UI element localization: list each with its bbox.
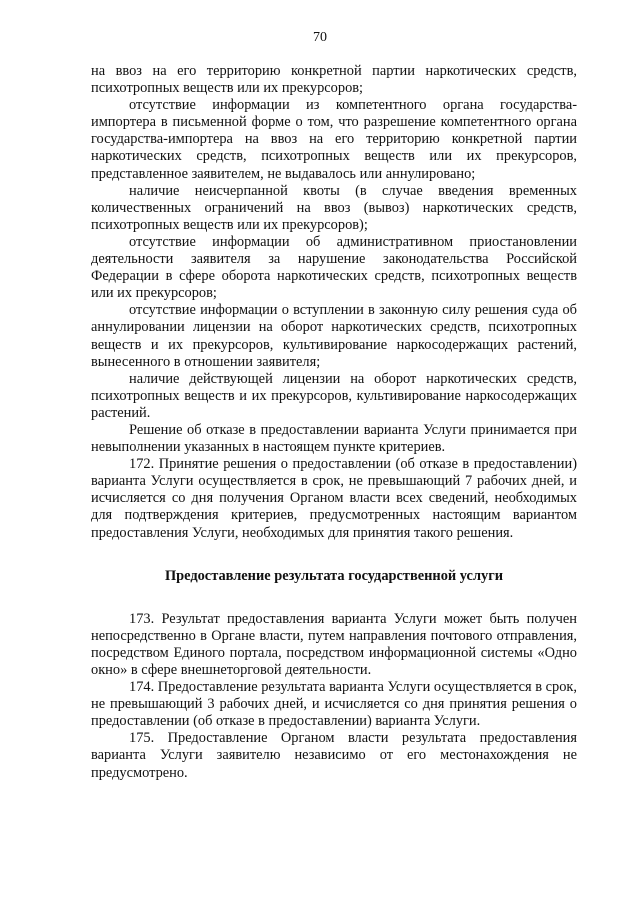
paragraph-criterion-quota: наличие неисчерпанной квоты (в случае введения временных количественных ограничений на ввоз (вывоз) наркотических средств, психотропных веществ или их прекурсоров); [91, 182, 577, 233]
paragraph-173: 173. Результат предоставления варианта Услуги может быть получен непосредственно в Органе власти, путем направления почтового отправления, посредством Единого портала, посредством информационной системы «Одно окно» в сфере внешнеторговой деятельности. [91, 610, 577, 678]
paragraph-criterion-importer-info: отсутствие информации из компетентного органа государства-импортера в письменной форме о том, что разрешение компетентного органа государства-импортера на ввоз на его территорию конкретной партии наркотических средств, психотропных веществ или их прекурсоров, представленное заявителем, не выдавалось или аннулировано; [91, 97, 577, 182]
paragraph-criterion-court-decision: отсутствие информации о вступлении в законную силу решения суда об аннулировании лицензии на оборот наркотических средств, психотропных веществ и их прекурсоров, культивирование наркосодержащих растений, вынесенного в отношении заявителя; [91, 302, 577, 370]
document-body [91, 63, 577, 782]
paragraph-criterion-suspension: отсутствие информации об административном приостановлении деятельности заявителя за нарушение законодательства Российской Федерации в сфере оборота наркотических средств, психотропных веществ или их прекурсоров; [91, 233, 577, 302]
paragraph-174: 174. Предоставление результата варианта Услуги осуществляется в срок, не превышающий 3 рабочих дней, и исчисляется со дня принятия решения о предоставлении (об отказе в предоставлении) варианта Услуги. [91, 679, 577, 730]
paragraph-refusal-decision: Решение об отказе в предоставлении варианта Услуги принимается при невыполнении указанных в настоящем пункте критериев. [91, 421, 577, 456]
paragraph-172: 172. Принятие решения о предоставлении (об отказе в предоставлении) варианта Услуги осуществляется в срок, не превышающий 7 рабочих дней, и исчисляется со дня получения Органом власти всех сведений, необходимых для подтверждения критериев, предусмотренных настоящим вариантом предоставления Услуги, необходимых для принятия такого решения. [91, 456, 577, 541]
paragraph-175: 175. Предоставление Органом власти результата предоставления варианта Услуги заявителю независимо от его местонахождения не предусмотрено. [91, 730, 577, 781]
paragraph-continuation: на ввоз на его территорию конкретной партии наркотических средств, психотропных веществ или их прекурсоров; [91, 63, 577, 97]
paragraph-criterion-license: наличие действующей лицензии на оборот наркотических средств, психотропных веществ и их прекурсоров, культивирование наркосодержащих растений. [91, 370, 577, 421]
section-heading: Предоставление результата государственной услуги [164, 567, 504, 584]
page-number: 70 [313, 30, 327, 45]
